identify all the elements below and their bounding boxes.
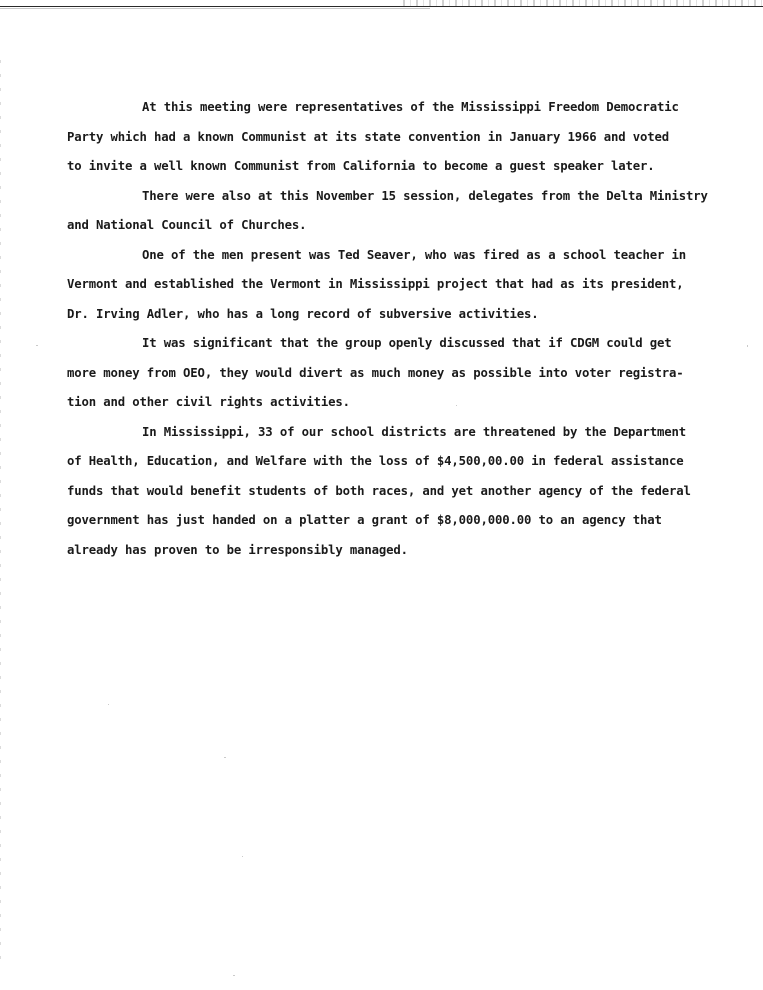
text-line: more money from OEO, they would divert as much money as possible into voter registra-: [67, 365, 684, 380]
page-left-edge: [0, 60, 1, 960]
paragraph-1: [67, 93, 747, 182]
text-line: It was significant that the group openly discussed that if CDGM could get: [142, 336, 672, 350]
text-line: Vermont and established the Vermont in Mississippi project that had as its president,: [67, 277, 684, 291]
scan-speck: [747, 345, 748, 347]
text-line: of Health, Education, and Welfare with the loss of $4,500,00.00 in federal assistance: [67, 454, 684, 468]
text-line: In Mississippi, 33 of our school districts are threatened by the Department: [142, 424, 687, 439]
paragraph-2: [67, 182, 747, 241]
scan-speck: [242, 856, 243, 857]
scan-speck: [108, 704, 109, 705]
text-line: already has proven to be irresponsibly managed.: [67, 542, 408, 557]
text-line: and National Council of Churches.: [67, 218, 307, 232]
text-line: One of the men present was Ted Seaver, who was fired as a school teacher in: [142, 247, 687, 262]
text-line: There were also at this November 15 session, delegates from the Delta Ministry: [142, 188, 708, 203]
paragraph-5: [67, 418, 747, 566]
paragraph-4: [67, 329, 747, 418]
scan-speck: [233, 975, 235, 976]
text-line: tion and other civil rights activities.: [67, 395, 350, 409]
scan-speck: [36, 345, 38, 346]
text-line: Party which had a known Communist at its state convention in January 1966 and voted: [67, 129, 670, 144]
top-rule-shadow: [0, 8, 430, 9]
top-rule: [0, 6, 763, 7]
paragraph-3: [67, 241, 747, 330]
scan-speck: [224, 757, 226, 758]
text-line: government has just handed on a platter a grant of $8,000,000.00 to an agency that: [67, 513, 662, 527]
body-text: [67, 93, 747, 565]
text-line: Dr. Irving Adler, who has a long record of subversive activities.: [67, 306, 539, 321]
text-line: to invite a well known Communist from California to become a guest speaker later.: [67, 159, 655, 173]
text-line: funds that would benefit students of both races, and yet another agency of the federal: [67, 483, 691, 498]
scan-noise: [403, 0, 763, 6]
text-line: At this meeting were representatives of the Mississippi Freedom Democratic: [142, 100, 679, 114]
